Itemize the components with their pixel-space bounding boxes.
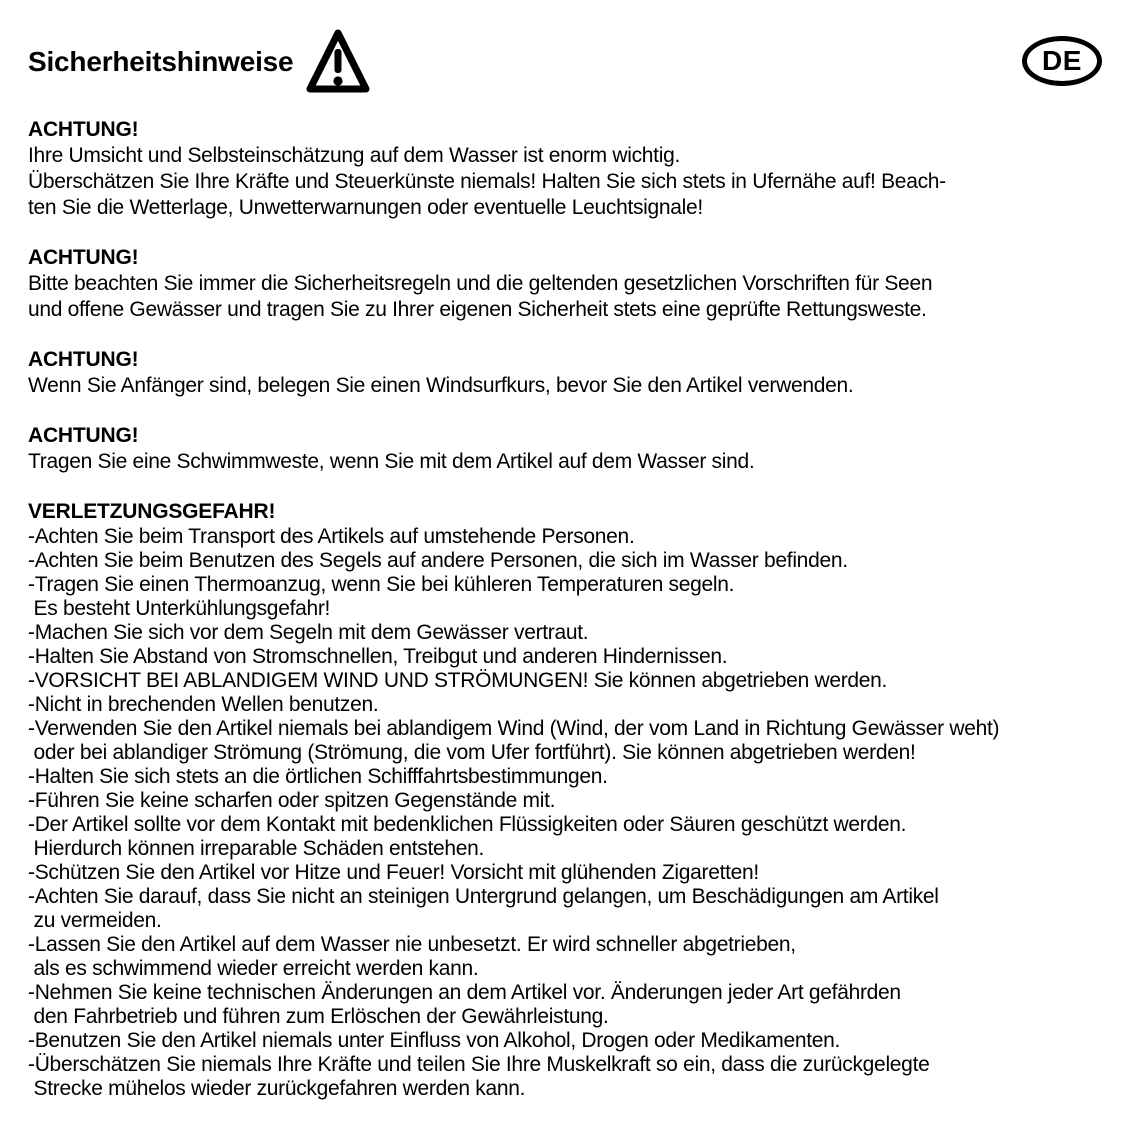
text-line: -Achten Sie beim Benutzen des Segels auf andere Personen, die sich im Wasser befinden. — [28, 549, 848, 572]
section-body — [28, 525, 1118, 1101]
section-heading: ACHTUNG! — [28, 246, 139, 269]
safety-sections — [28, 117, 1118, 1101]
safety-section — [28, 423, 1118, 475]
text-line: als es schwimmend wieder erreicht werden kann. — [28, 957, 479, 980]
text-line: ten Sie die Wetterlage, Unwetterwarnungen oder eventuelle Leuchtsignale! — [28, 196, 703, 219]
document-page — [0, 30, 1142, 1147]
language-badge — [1022, 36, 1102, 86]
text-line: zu vermeiden. — [28, 909, 162, 932]
text-line: -Der Artikel sollte vor dem Kontakt mit bedenklichen Flüssigkeiten oder Säuren geschützt werden. — [28, 813, 907, 836]
safety-section — [28, 499, 1118, 1101]
text-line: -VORSICHT BEI ABLANDIGEM WIND UND STRÖMUNGEN! Sie können abgetrieben werden. — [28, 669, 888, 692]
text-line: -Lassen Sie den Artikel auf dem Wasser nie unbesetzt. Er wird schneller abgetrieben, — [28, 933, 796, 956]
text-line: -Schützen Sie den Artikel vor Hitze und Feuer! Vorsicht mit glühenden Zigaretten! — [28, 861, 759, 884]
text-line: -Achten Sie darauf, dass Sie nicht an steinigen Untergrund gelangen, um Beschädigungen am Artikel — [28, 885, 939, 908]
text-line: -Führen Sie keine scharfen oder spitzen Gegenstände mit. — [28, 789, 556, 812]
text-line: oder bei ablandiger Strömung (Strömung, die vom Ufer fortführt). Sie können abgetrieben werden! — [28, 741, 916, 764]
safety-section — [28, 245, 1118, 323]
language-badge-label: DE — [1042, 45, 1082, 76]
text-line: und offene Gewässer und tragen Sie zu Ihrer eigenen Sicherheit stets eine geprüfte Rettungsweste. — [28, 298, 927, 321]
text-line: -Nehmen Sie keine technischen Änderungen an dem Artikel vor. Änderungen jeder Art gefährden — [28, 981, 901, 1004]
text-line: -Nicht in brechenden Wellen benutzen. — [28, 693, 379, 716]
text-line: -Tragen Sie einen Thermoanzug, wenn Sie bei kühleren Temperaturen segeln. — [28, 573, 735, 596]
text-line: Ihre Umsicht und Selbsteinschätzung auf dem Wasser ist enorm wichtig. — [28, 144, 680, 167]
text-line: -Machen Sie sich vor dem Segeln mit dem Gewässer vertraut. — [28, 621, 589, 644]
section-heading: ACHTUNG! — [28, 424, 139, 447]
text-line: -Halten Sie sich stets an die örtlichen Schifffahrtsbestimmungen. — [28, 765, 608, 788]
section-body — [28, 143, 1118, 221]
section-body — [28, 271, 1118, 323]
safety-section — [28, 347, 1118, 399]
text-line: Wenn Sie Anfänger sind, belegen Sie einen Windsurfkurs, bevor Sie den Artikel verwenden. — [28, 374, 854, 397]
warning-triangle-icon — [305, 27, 371, 97]
text-line: Bitte beachten Sie immer die Sicherheitsregeln und die geltenden gesetzlichen Vorschriften für Seen — [28, 272, 933, 295]
text-line: Überschätzen Sie Ihre Kräfte und Steuerkünste niemals! Halten Sie sich stets in Ufernähe auf! Beach- — [28, 170, 946, 193]
text-line: Strecke mühelos wieder zurückgefahren werden kann. — [28, 1077, 526, 1100]
safety-section — [28, 117, 1118, 221]
text-line: -Verwenden Sie den Artikel niemals bei ablandigem Wind (Wind, der vom Land in Richtung Gewässer weht) — [28, 717, 1000, 740]
text-line: -Überschätzen Sie niemals Ihre Kräfte und teilen Sie Ihre Muskelkraft so ein, dass die zurückgelegte — [28, 1053, 930, 1076]
section-heading: ACHTUNG! — [28, 118, 139, 141]
text-line: Es besteht Unterkühlungsgefahr! — [28, 597, 331, 620]
text-line: Hierdurch können irreparable Schäden entstehen. — [28, 837, 485, 860]
text-line: Tragen Sie eine Schwimmweste, wenn Sie mit dem Artikel auf dem Wasser sind. — [28, 450, 755, 473]
section-body — [28, 373, 1118, 399]
section-heading: ACHTUNG! — [28, 348, 139, 371]
document-header — [28, 30, 1118, 94]
section-heading: VERLETZUNGSGEFAHR! — [28, 500, 276, 523]
text-line: -Benutzen Sie den Artikel niemals unter Einfluss von Alkohol, Drogen oder Medikamenten. — [28, 1029, 841, 1052]
section-body — [28, 449, 1118, 475]
text-line: den Fahrbetrieb und führen zum Erlöschen der Gewährleistung. — [28, 1005, 609, 1028]
text-line: -Achten Sie beim Transport des Artikels auf umstehende Personen. — [28, 525, 635, 548]
page-title: Sicherheitshinweise — [28, 46, 294, 77]
text-line: -Halten Sie Abstand von Stromschnellen, Treibgut und anderen Hindernissen. — [28, 645, 728, 668]
